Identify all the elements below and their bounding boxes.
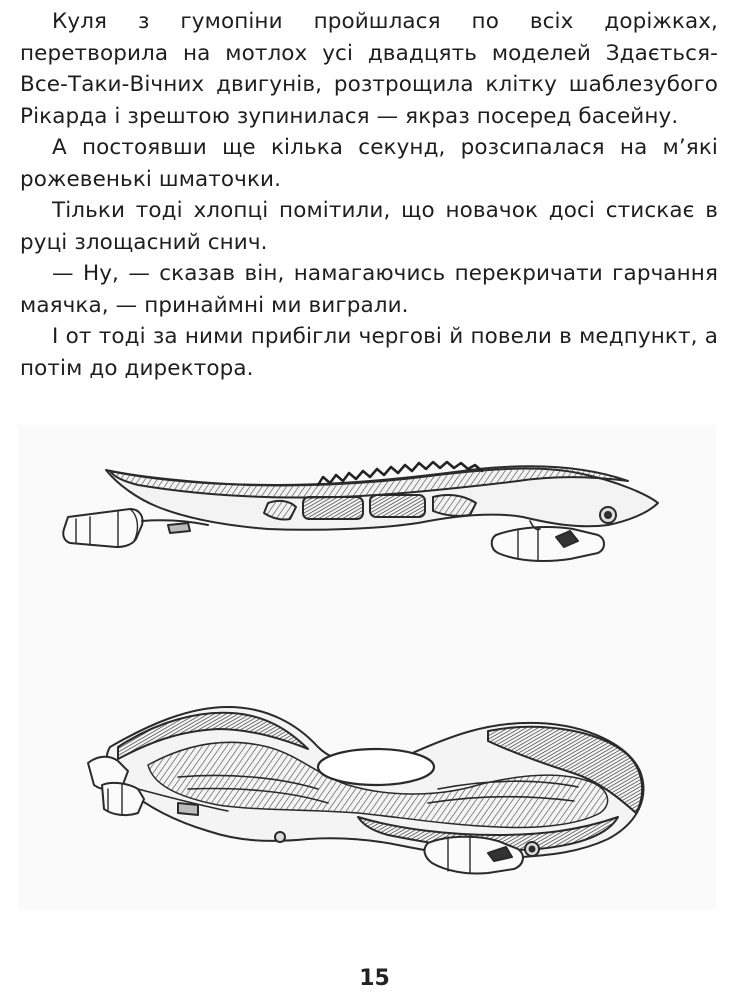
board-side-view [63, 462, 658, 561]
hoverboard-sketch-svg [18, 425, 716, 910]
paragraph-2: А постоявши ще кілька секунд, розсипалася на м’які рожевенькі шматочки. [20, 135, 718, 192]
page-number: 15 [359, 966, 390, 991]
paragraph-3: Тільки тоді хлопці помітили, що новачок досі стискає в руці злощасний снич. [20, 198, 718, 255]
text-block [20, 6, 718, 384]
paragraph-5: І от тоді за ними прибігли чергові й повели в медпункт, а потім до директора. [20, 324, 718, 381]
paragraph-4: — Ну, — сказав він, намагаючись перекричати гарчання маячка, — принаймні ми виграли. [20, 261, 718, 318]
board-perspective-view [88, 707, 643, 874]
paragraph-1: Куля з гумопіни пройшлася по всіх доріжках, перетворила на мотлох усі двадцять моделей Здається-Все-Таки-Вічних двигунів, розтрощила клітку шаблезубого Рікарда і зрештою зупинилася — якраз посеред басейну. [20, 9, 718, 129]
hoverboard-illustration [18, 425, 716, 910]
